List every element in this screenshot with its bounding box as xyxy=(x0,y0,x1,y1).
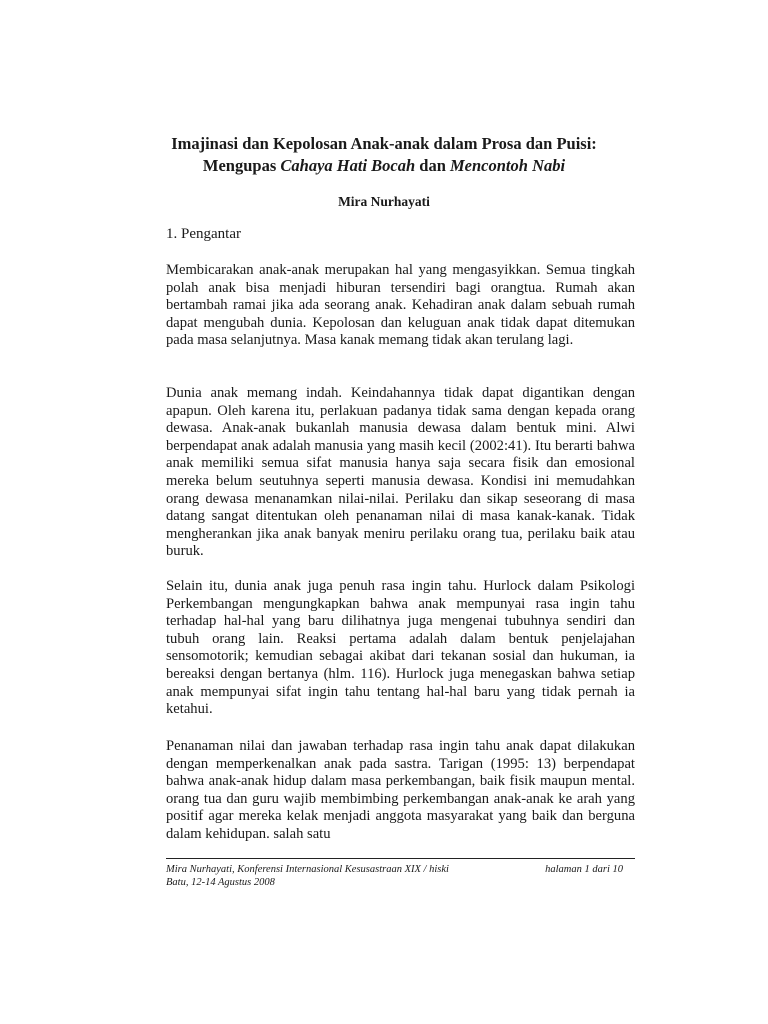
paper-title xyxy=(120,133,648,177)
footer-divider xyxy=(166,858,635,859)
paragraph: Dunia anak memang indah. Keindahannya tidak dapat digantikan dengan apapun. Oleh karena itu, perlakuan padanya tidak sama dengan kepada orang dewasa. Anak-anak bukanlah manusia dewasa dalam bentuk mini. Alwi berpendapat anak adalah manusia yang masih kecil (2002:41). Itu berarti bahwa anak memiliki semua sifat manusia hanya saja secara fisik dan emosional mereka belum seutuhnya seperti manusia dewasa. Kondisi ini memudahkan orang dewasa menanamkan nilai-nilai. Perilaku dan sikap seseorang di masa datang sangat ditentukan oleh penanaman nilai di masa kanak-kanak. Tidak mengherankan jika anak banyak meniru perilaku orang tua, perilaku baik atau buruk. xyxy=(166,385,635,560)
page-footer xyxy=(166,863,635,889)
title-line-1: Imajinasi dan Kepolosan Anak-anak dalam Prosa dan Puisi: xyxy=(171,134,597,153)
page-number: halaman 1 dari 10 xyxy=(545,864,623,875)
footer-venue: Batu, 12-14 Agustus 2008 xyxy=(166,877,275,888)
title-work-2: Mencontoh Nabi xyxy=(450,156,566,175)
paragraph: Selain itu, dunia anak juga penuh rasa ingin tahu. Hurlock dalam Psikologi Perkembangan mengungkapkan bahwa anak mempunyai rasa ingin tahu terhadap hal-hal yang baru dilihatnya juga mengenai tubuhnya sendiri dan tubuh orang lain. Reaksi pertama adalah dalam bentuk penjelajahan sensomotorik; kemudian sebagai akibat dari tekanan sosial dan hukuman, ia bereaksi dengan bertanya (hlm. 116). Hurlock juga menegaskan bahwa setiap anak mempunyai sifat ingin tahu tentang hal-hal baru yang tidak pernah ia ketahui. xyxy=(166,578,635,718)
title-prefix: Mengupas xyxy=(202,156,281,175)
section-heading: 1. Pengantar xyxy=(166,226,241,242)
author-name: Mira Nurhayati xyxy=(338,194,430,209)
title-conjunction: dan xyxy=(415,156,451,175)
paragraph: Membicarakan anak-anak merupakan hal yang mengasyikkan. Semua tingkah polah anak bisa menjadi hiburan tersendiri bagi orangtua. Rumah akan bertambah ramai jika ada seorang anak. Kehadiran anak dalam sebuah rumah dapat mengubah dunia. Kepolosan dan keluguan anak tidak dapat ditemukan pada masa selanjutnya. Masa kanak memang tidak akan terulang lagi. xyxy=(166,262,635,349)
paragraph: Penanaman nilai dan jawaban terhadap rasa ingin tahu anak dapat dilakukan dengan memperkenalkan anak pada sastra. Tarigan (1995: 13) berpendapat bahwa anak-anak hidup dalam masa perkembangan, baik fisik maupun mental. orang tua dan guru wajib membimbing perkembangan anak-anak ke arah yang positif agar mereka kelak menjadi anggota masyarakat yang baik dan berguna dalam kehidupan. salah satu xyxy=(166,738,635,842)
title-work-1: Cahaya Hati Bocah xyxy=(280,156,416,175)
footer-citation: Mira Nurhayati, Konferensi Internasional Kesusastraan XIX / hiski xyxy=(166,864,449,875)
title-line-2 xyxy=(120,155,648,177)
